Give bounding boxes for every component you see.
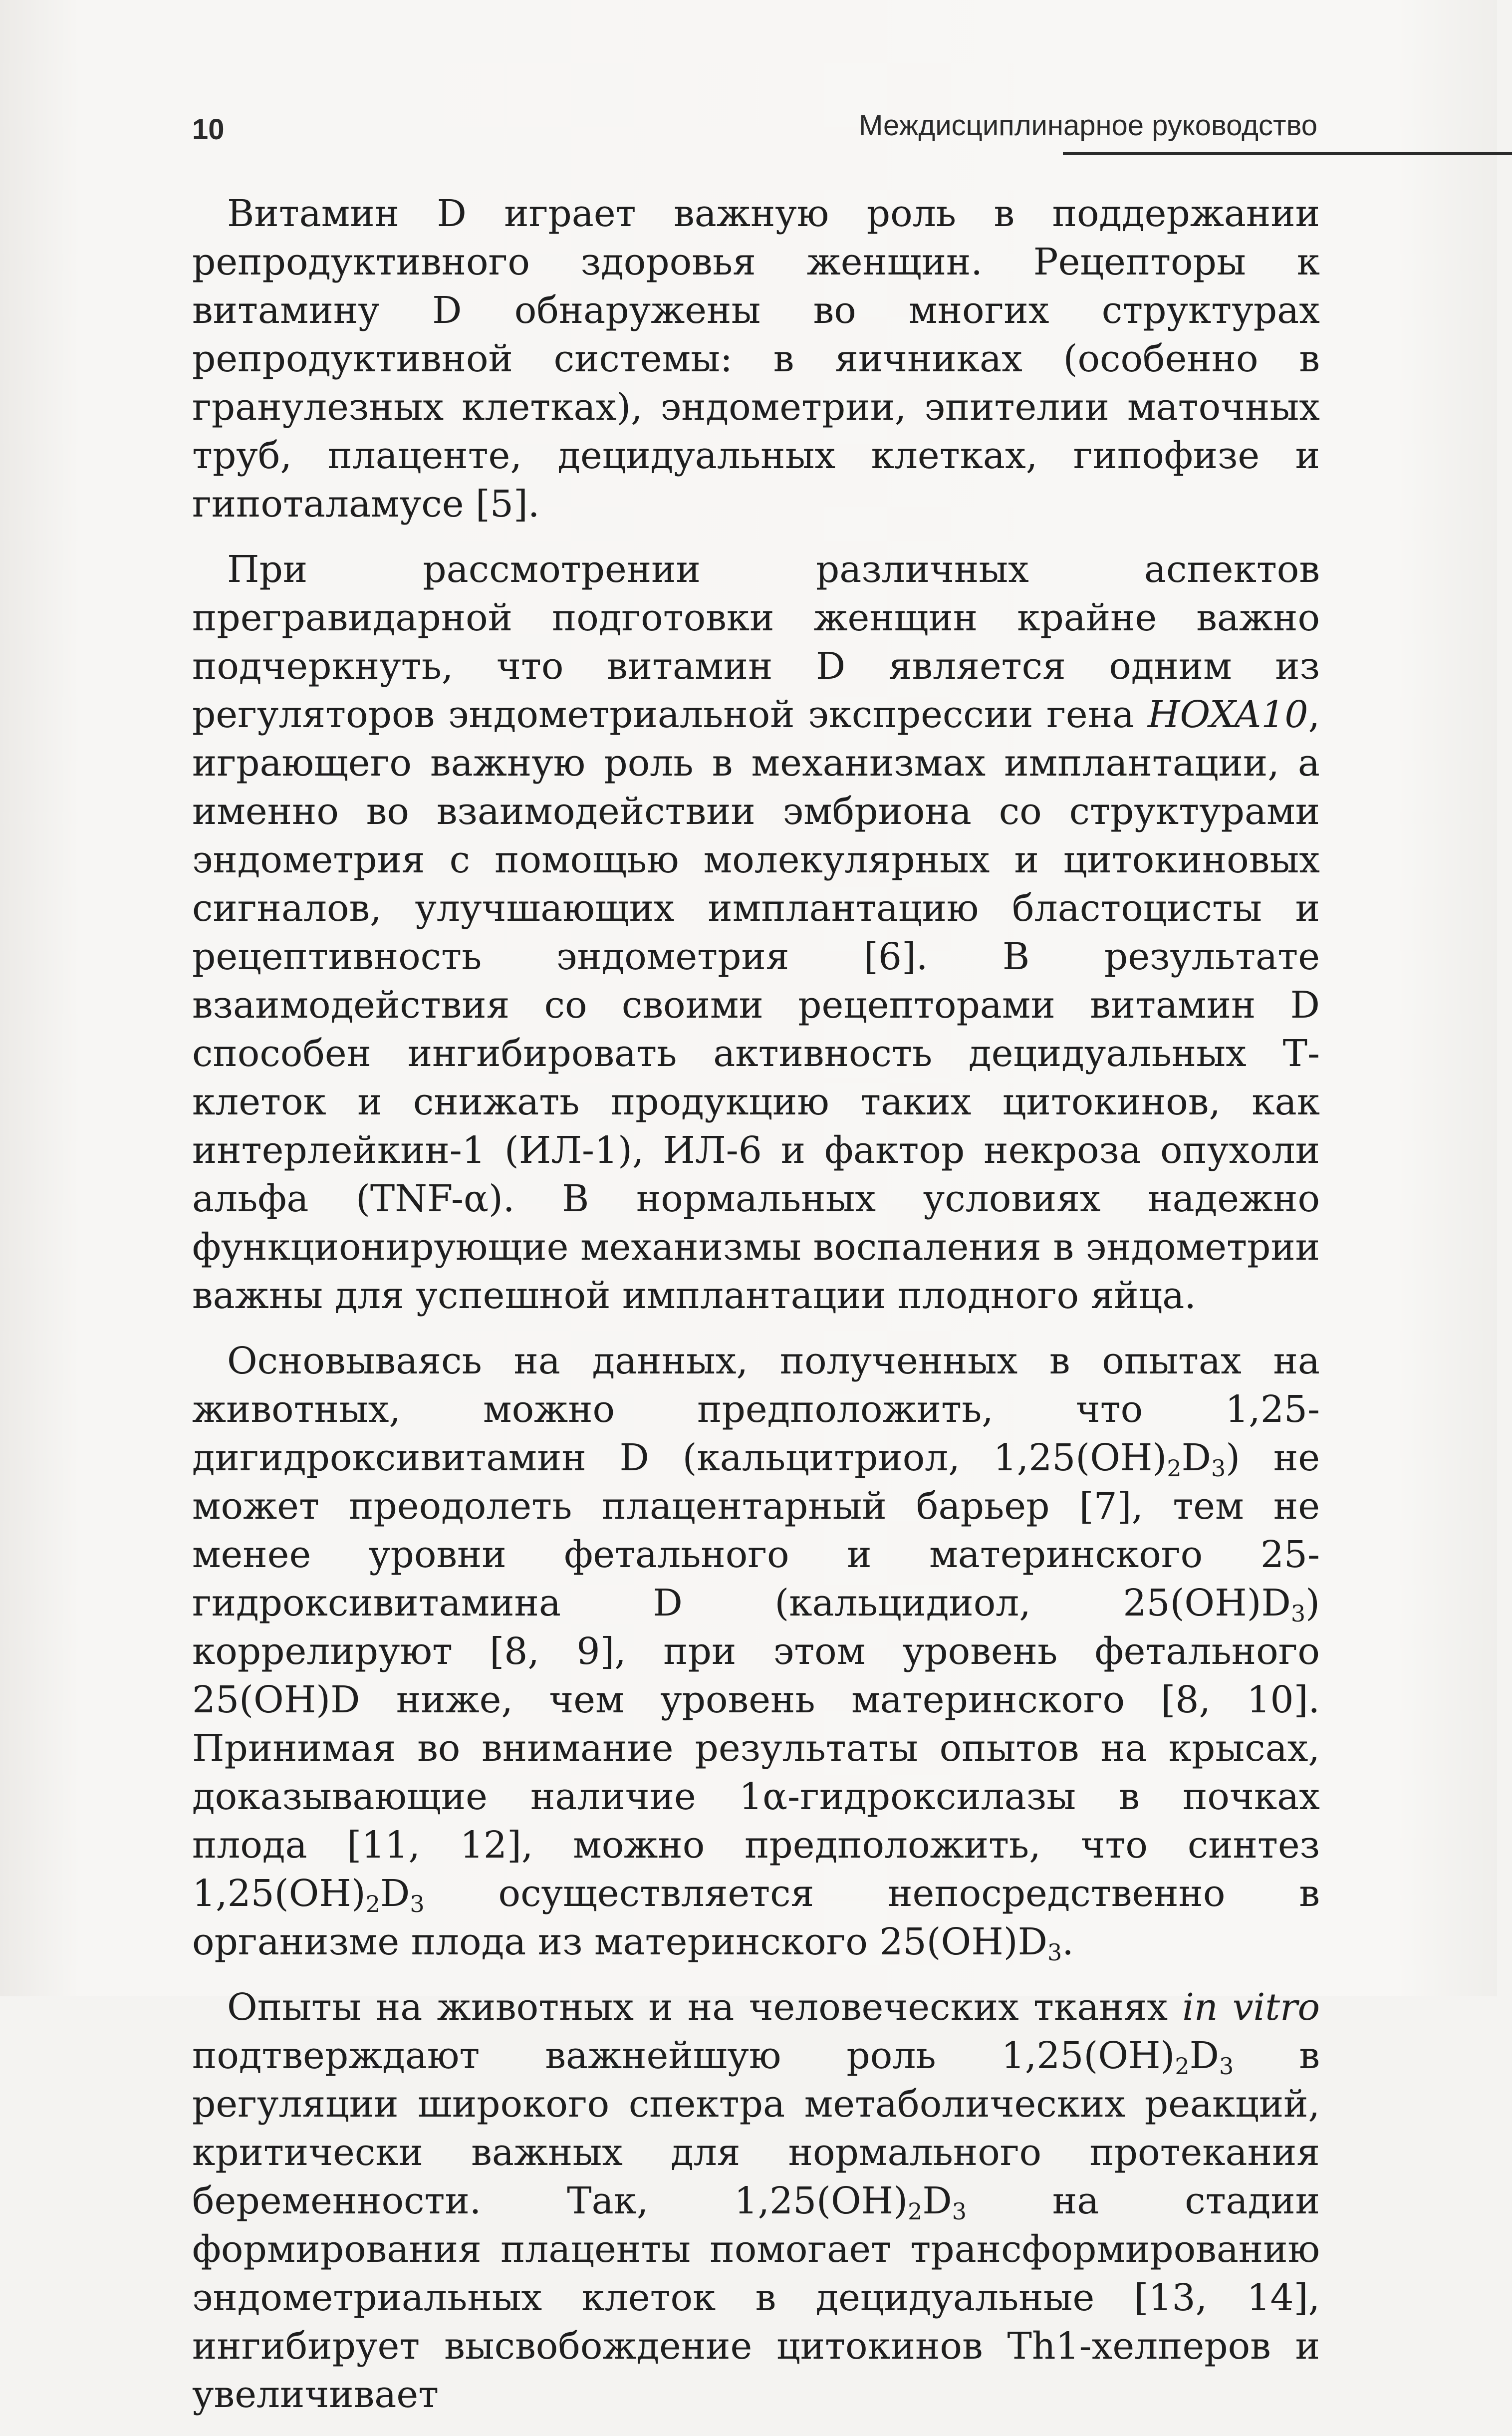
- paragraph-3-text-g: .: [1062, 1920, 1074, 1963]
- paragraph-3-text-a: Основываясь на данных, полученных в опытах на животных, можно предположить, что 1,25-дигидроксивитамин D (кальцитриол, 1,25(OH): [192, 1340, 1320, 1479]
- paragraph-3-text-c: ) не может преодолеть плацентарный барьер [7], тем не менее уровни фетального и материнского 25-гидроксивитамина D (кальцидиол, 25(OH)D: [192, 1436, 1320, 1624]
- paragraph-2-text-a: При рассмотрении различных аспектов прегравидарной подготовки женщин крайне важно подчеркнуть, что витамин D является одним из регуляторов эндометриальной экспрессии гена: [192, 548, 1320, 736]
- subscript: 3: [410, 1891, 425, 1917]
- header-rule: [1063, 152, 1512, 155]
- paragraph-3-text-f: осуществляется непосредственно в организме плода из материнского 25(OH)D: [192, 1872, 1320, 1963]
- paragraph-2: [192, 545, 1320, 1320]
- subscript: 3: [952, 2198, 967, 2225]
- running-title: Междисциплинарное руководство: [859, 109, 1317, 142]
- paragraph-4-text-a: Опыты на животных и на человеческих тканях: [227, 1986, 1183, 2029]
- paragraph-2-text-b: , играющего важную роль в механизмах имплантации, а именно во взаимодействии эмбриона со структурами эндометрия с помощью молекулярных и цитокиновых сигналов, улучшающих имплантацию бластоцисты и рецептивность эндометрия [6]. В результате взаимодействия со своими рецепторами витамин D способен ингибировать активность децидуальных Т-клеток и снижать продукцию таких цитокинов, как интерлейкин-1 (ИЛ-1), ИЛ-6 и фактор некроза опухоли альфа (TNF-α). В нормальных условиях надежно функционирующие механизмы воспаления в эндометрии важны для успешной имплантации плодного яйца.: [192, 693, 1320, 1317]
- paragraph-4-text-d: в регуляции широкого спектра метаболических реакций, критически важных для нормального протекания беременности. Так, 1,25(OH): [192, 2034, 1320, 2222]
- paragraph-4-text-e: D: [922, 2179, 952, 2222]
- paragraph-4-text-b: подтверждают важнейшую роль 1,25(OH): [192, 2034, 1175, 2077]
- page-header: [192, 97, 1317, 157]
- subscript: 2: [908, 2198, 923, 2225]
- paragraph-4-text-f: на стадии формирования плаценты помогает трансформированию эндометриальных клеток в децидуальные [13, 14], ингибирует высвобождение цитокинов Th1-хелперов и увеличивает: [192, 2179, 1320, 2416]
- paragraph-3-text-e: D: [380, 1872, 410, 1915]
- paragraph-3: [192, 1337, 1320, 1966]
- paragraph-3-text-d: ) коррелируют [8, 9], при этом уровень фетального 25(OH)D ниже, чем уровень материнского [8, 10]. Принимая во внимание результаты опытов на крысах, доказывающие наличие 1α-гидроксилазы в почках плода [11, 12], можно предположить, что синтез 1,25(OH): [192, 1582, 1320, 1915]
- body-text: [192, 190, 1320, 2436]
- paragraph-4-text-c: D: [1189, 2034, 1220, 2077]
- paragraph-1-text: Витамин D играет важную роль в поддержании репродуктивного здоровья женщин. Рецепторы к витамину D обнаружены во многих структурах репродуктивной системы: в яичниках (особенно в гранулезных клетках), эндометрии, эпителии маточных труб, плаценте, децидуальных клетках, гипофизе и гипоталамусе [5].: [192, 192, 1320, 526]
- paragraph-1: [192, 190, 1320, 529]
- subscript: 3: [1211, 1455, 1226, 1482]
- subscript: 2: [1167, 1455, 1182, 1482]
- paragraph-4: [192, 1983, 1320, 2419]
- subscript: 3: [1290, 1600, 1306, 1627]
- page-number: 10: [192, 113, 225, 146]
- in-vitro-term: in vitro: [1182, 1986, 1320, 2029]
- paragraph-3-text-b: D: [1181, 1436, 1211, 1479]
- gene-name: HOXA10: [1147, 693, 1308, 736]
- subscript: 2: [365, 1891, 380, 1917]
- subscript: 2: [1175, 2053, 1190, 2080]
- subscript: 3: [1047, 1939, 1062, 1966]
- subscript: 3: [1219, 2053, 1234, 2080]
